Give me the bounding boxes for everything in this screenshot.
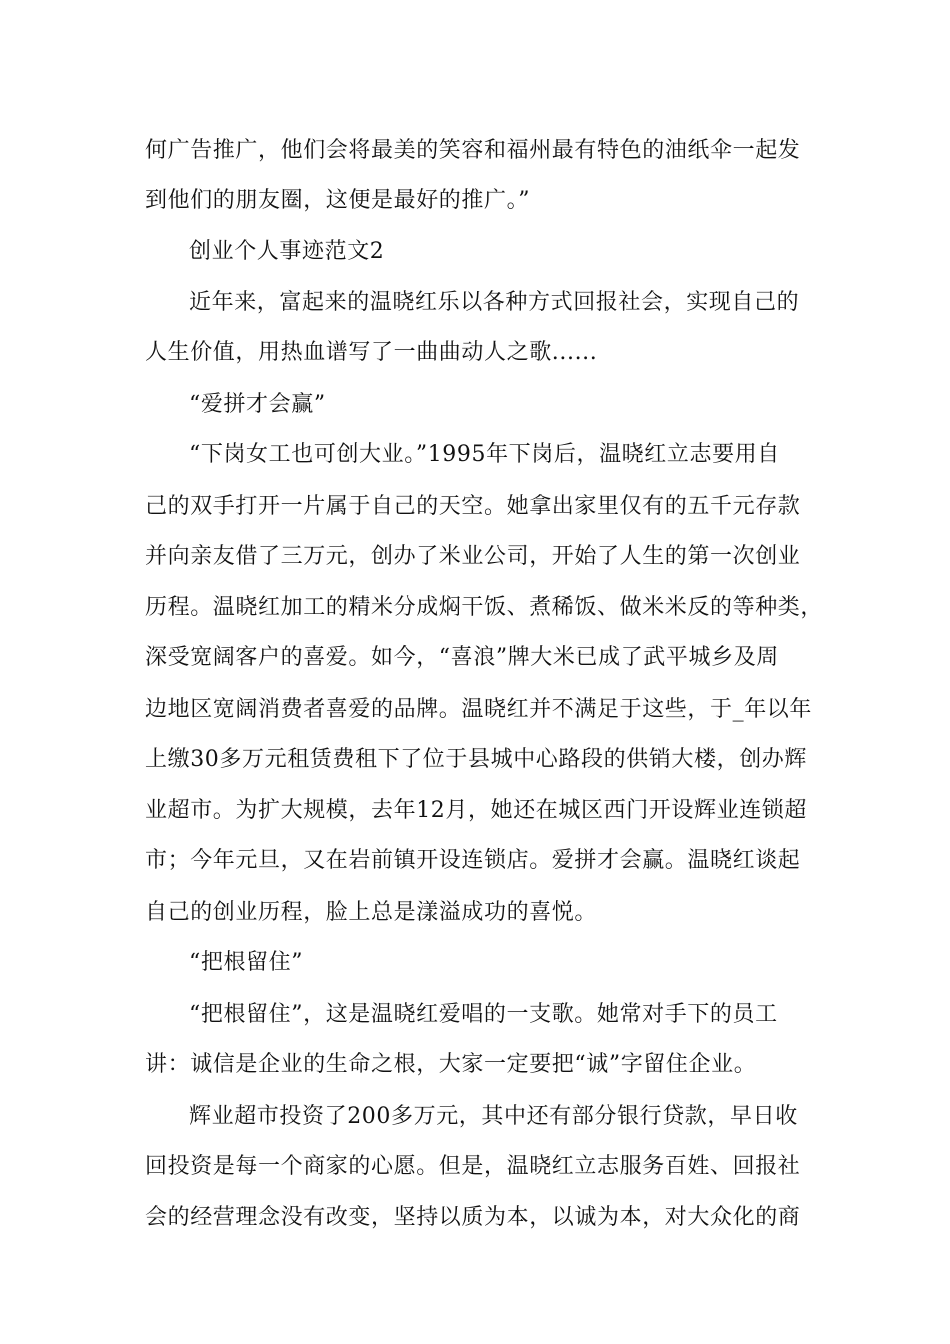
text-line: 自己的创业历程，脸上总是漾溢成功的喜悦。 — [145, 900, 598, 925]
text-line: 历程。温晓红加工的精米分成焖干饭、煮稀饭、做米米反的等种类， — [145, 595, 824, 620]
text-line: “把根留住” — [189, 950, 304, 975]
text-line: 辉业超市投资了200多万元，其中还有部分银行贷款，早日收 — [189, 1104, 798, 1129]
text-line: 并向亲友借了三万元，创办了米业公司，开始了人生的第一次创业 — [145, 544, 801, 569]
text-line: 近年来，富起来的温晓红乐以各种方式回报社会，实现自己的 — [189, 290, 800, 315]
text-line: 讲：诚信是企业的生命之根，大家一定要把“诚”字留住企业。 — [145, 1052, 757, 1077]
text-line: 何广告推广，他们会将最美的笑容和福州最有特色的油纸伞一起发 — [145, 138, 801, 163]
text-line: 业超市。为扩大规模，去年12月，她还在城区西门开设辉业连锁超 — [145, 798, 807, 823]
text-line: 到他们的朋友圈，这便是最好的推广。” — [145, 188, 531, 213]
text-line: 边地区宽阔消费者喜爱的品牌。温晓红并不满足于这些，于_年以年 — [145, 697, 813, 722]
text-line: 创业个人事迹范文2 — [189, 239, 385, 264]
text-line: 会的经营理念没有改变，坚持以质为本，以诚为本，对大众化的商 — [145, 1205, 801, 1230]
text-line: 回投资是每一个商家的心愿。但是，温晓红立志服务百姓、回报社 — [145, 1154, 801, 1179]
text-line: “下岗女工也可创大业。”1995年下岗后，温晓红立志要用自 — [189, 442, 780, 467]
text-line: “爱拼才会赢” — [189, 392, 326, 417]
text-line: “把根留住”，这是温晓红爱唱的一支歌。她常对手下的员工 — [189, 1002, 778, 1027]
text-line: 深受宽阔客户的喜爱。如今，“喜浪”牌大米已成了武平城乡及周 — [145, 645, 779, 670]
text-line: 市；今年元旦，又在岩前镇开设连锁店。爱拼才会赢。温晓红谈起 — [145, 848, 801, 873]
text-line: 人生价值，用热血谱写了一曲曲动人之歌...... — [145, 340, 598, 365]
text-line: 己的双手打开一片属于自己的天空。她拿出家里仅有的五千元存款 — [145, 494, 801, 519]
text-line: 上缴30多万元租赁费租下了位于县城中心路段的供销大楼，创办辉 — [145, 747, 807, 772]
